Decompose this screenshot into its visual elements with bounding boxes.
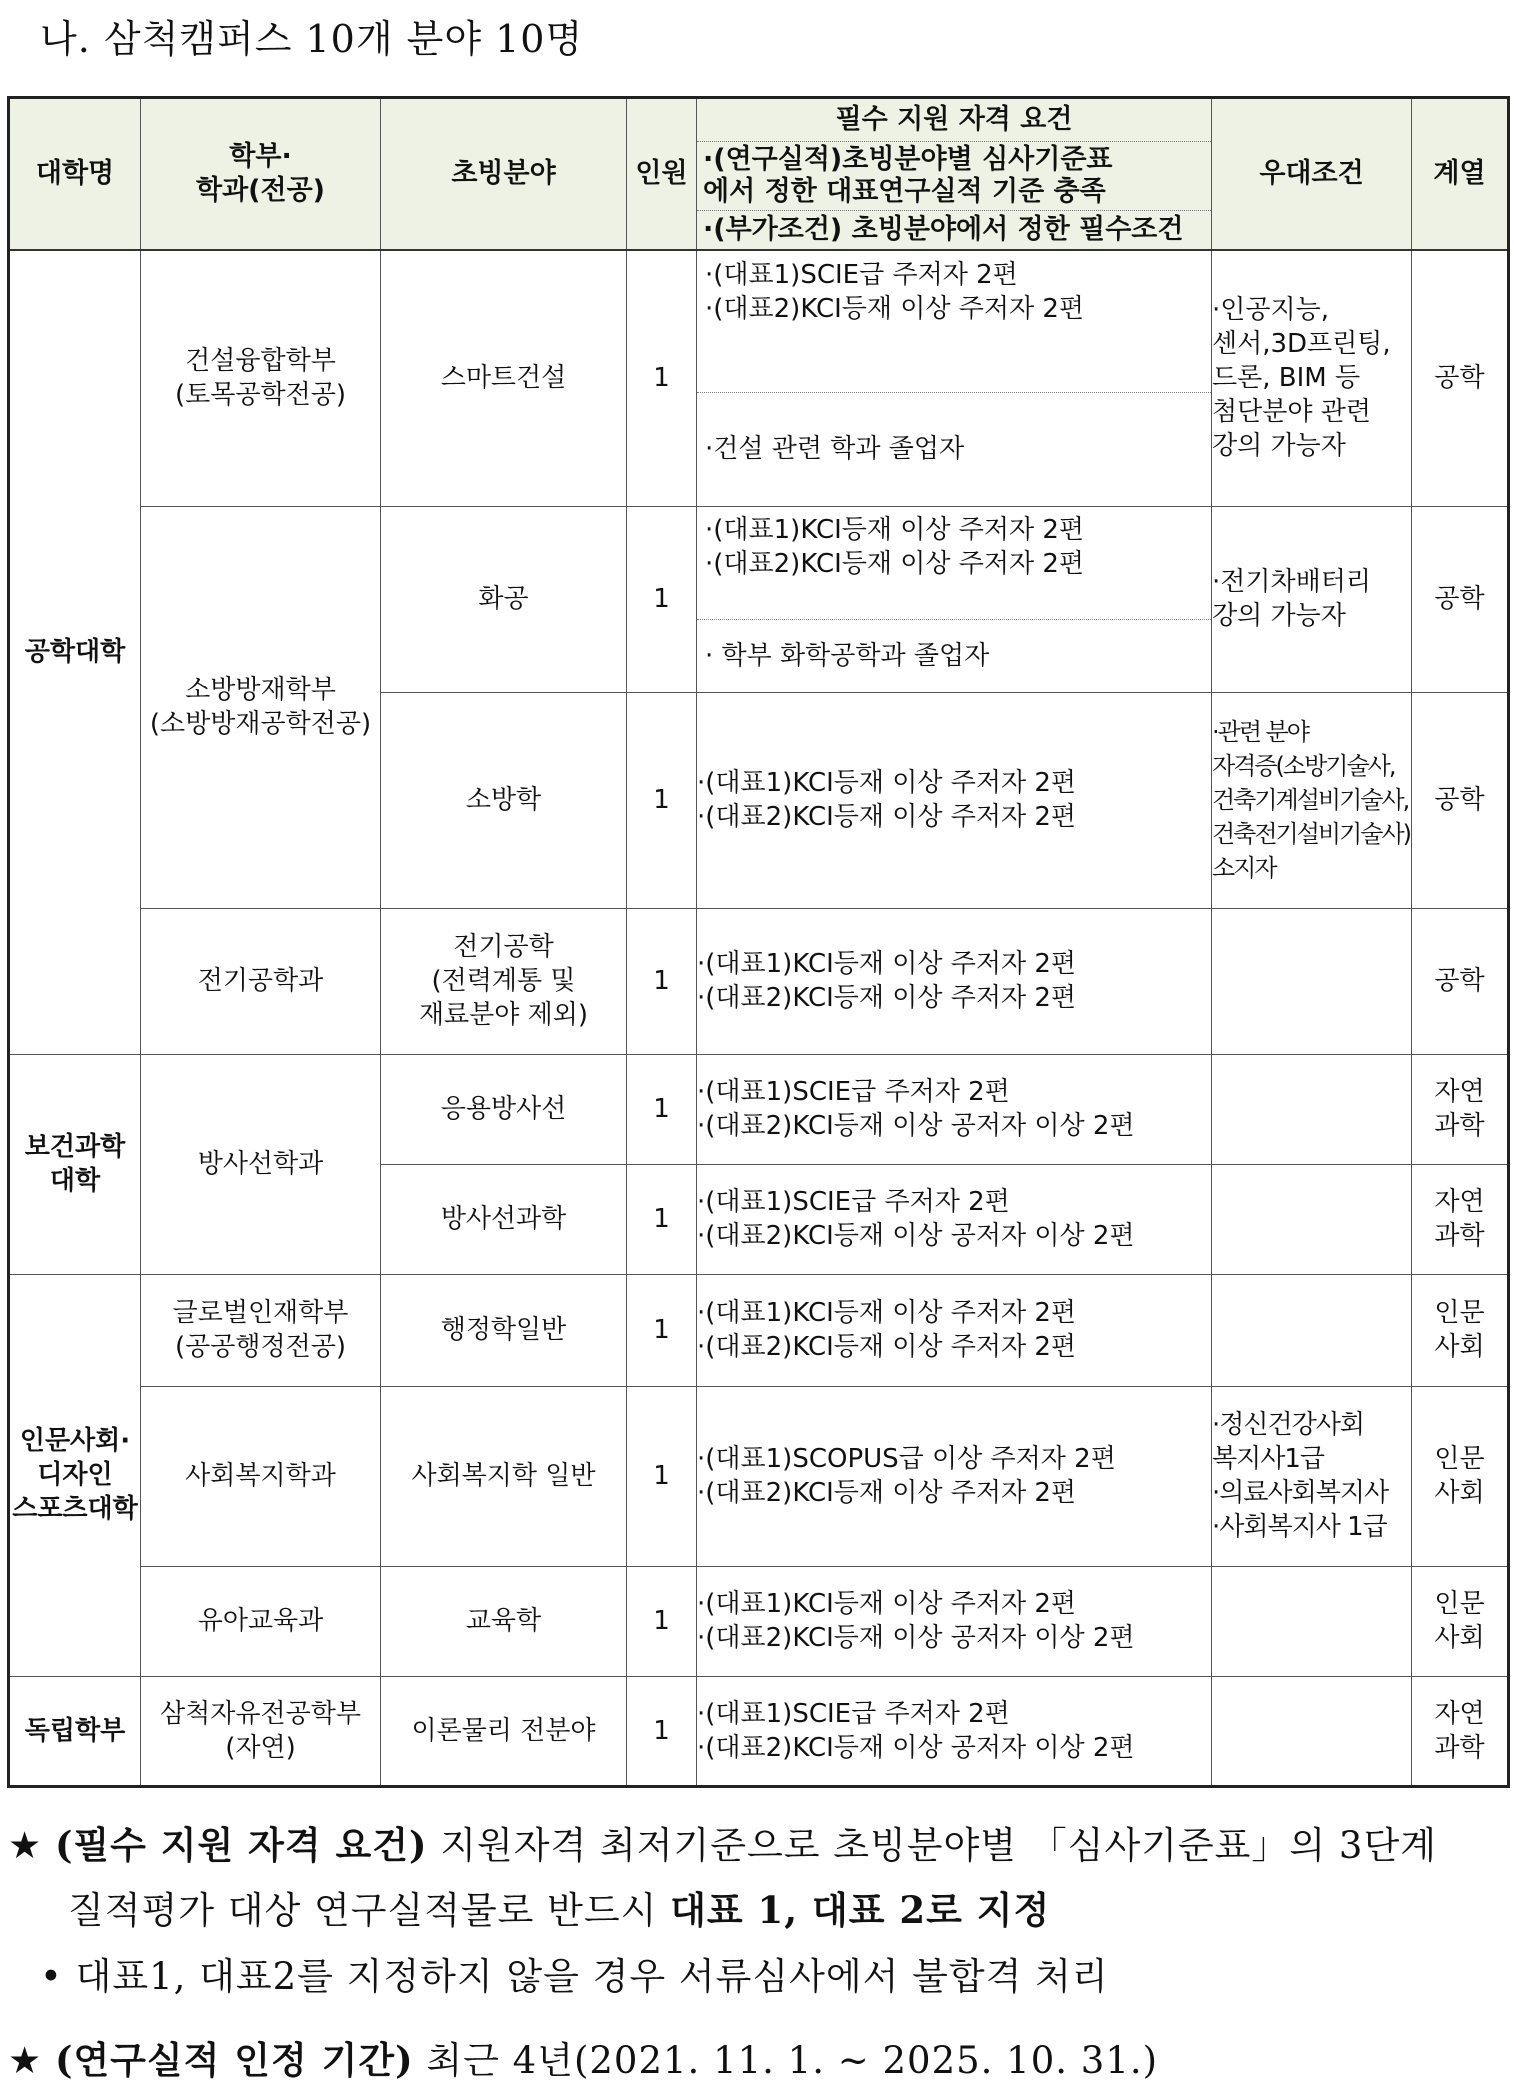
header-count: 인원 [627, 98, 697, 251]
note-text: 질적평가 대상 연구실적물로 반드시 [68, 1889, 671, 1932]
preference-cell [1212, 1054, 1412, 1164]
table-row [9, 1386, 1509, 1566]
header-category: 계열 [1412, 98, 1509, 251]
preference-cell: ·관련 분야 자격증(소방기술사, 건축기계설비기술사, 건축전기설비기술사) 소지자 [1212, 692, 1412, 908]
count-cell: 1 [627, 506, 697, 692]
note-bold-label: (필수 지원 자격 요건) [54, 1823, 428, 1867]
header-req-extra: ·(부가조건) 초빙분야에서 정한 필수조건 [703, 214, 1184, 245]
table-row [9, 1676, 1509, 1786]
field-cell: 행정학일반 [381, 1274, 627, 1386]
dept-cell: 사회복지학과 [141, 1386, 381, 1566]
count-cell: 1 [627, 1054, 697, 1164]
research-requirement: ·(대표1)SCIE급 주저자 2편 ·(대표2)KCI등재 이상 주저자 2편 [705, 259, 1085, 324]
field-cell: 스마트건설 [381, 250, 627, 506]
requirements-cell [697, 250, 1212, 506]
header-requirements [697, 98, 1212, 251]
header-preference: 우대조건 [1212, 98, 1412, 251]
table-row [9, 1274, 1509, 1386]
header-req-research: ·(연구실적)초빙분야별 심사기준표 에서 정한 대표연구실적 기준 충족 [697, 142, 1211, 211]
recruitment-table [7, 96, 1510, 1788]
count-cell: 1 [627, 1566, 697, 1676]
field-cell: 응용방사선 [381, 1054, 627, 1164]
category-cell: 공학 [1412, 692, 1509, 908]
star-icon: ★ [8, 2039, 43, 2082]
note-research-period [8, 2030, 1158, 2084]
research-requirement: ·(대표1)KCI등재 이상 주저자 2편 ·(대표2)KCI등재 이상 주저자 2편 [697, 692, 1212, 908]
section-heading: 나. 삼척캠퍼스 10개 분야 10명 [40, 17, 584, 61]
count-cell: 1 [627, 250, 697, 506]
requirements-cell [697, 506, 1212, 692]
note-disqualification: • 대표1, 대표2를 지정하지 않을 경우 서류심사에서 불합격 처리 [40, 1955, 1109, 1998]
table-row [9, 908, 1509, 1054]
field-cell: 이론물리 전분야 [381, 1676, 627, 1786]
college-engineering: 공학대학 [9, 250, 141, 1054]
count-cell: 1 [627, 1164, 697, 1274]
star-icon: ★ [8, 1824, 43, 1867]
field-cell: 전기공학 (전력계통 및 재료분야 제외) [381, 908, 627, 1054]
research-requirement: ·(대표1)KCI등재 이상 주저자 2편 ·(대표2)KCI등재 이상 주저자 2편 [697, 1274, 1212, 1386]
extra-requirement: ·건설 관련 학과 졸업자 [697, 392, 1211, 505]
count-cell: 1 [627, 1676, 697, 1786]
field-cell: 교육학 [381, 1566, 627, 1676]
dept-cell: 전기공학과 [141, 908, 381, 1054]
category-cell: 인문 사회 [1412, 1386, 1509, 1566]
category-cell: 자연 과학 [1412, 1676, 1509, 1786]
preference-cell: ·전기차배터리 강의 가능자 [1212, 506, 1412, 692]
field-cell: 소방학 [381, 692, 627, 908]
count-cell: 1 [627, 908, 697, 1054]
category-cell: 인문 사회 [1412, 1566, 1509, 1676]
research-requirement: ·(대표1)SCIE급 주저자 2편 ·(대표2)KCI등재 이상 공저자 이상 2편 [697, 1054, 1212, 1164]
count-cell: 1 [627, 1386, 697, 1566]
table-row [9, 250, 1509, 506]
extra-requirement: · 학부 화학공학과 졸업자 [697, 619, 1211, 692]
count-cell: 1 [627, 692, 697, 908]
field-cell: 화공 [381, 506, 627, 692]
category-cell: 인문 사회 [1412, 1274, 1509, 1386]
college-health-science: 보건과학 대학 [9, 1054, 141, 1274]
table-row [9, 506, 1509, 692]
research-requirement: ·(대표1)SCOPUS급 이상 주저자 2편 ·(대표2)KCI등재 이상 주저자 2편 [697, 1386, 1212, 1566]
research-requirement: ·(대표1)SCIE급 주저자 2편 ·(대표2)KCI등재 이상 공저자 이상 2편 [697, 1676, 1212, 1786]
table-row [9, 1054, 1509, 1164]
category-cell: 공학 [1412, 250, 1509, 506]
research-requirement: ·(대표1)KCI등재 이상 주저자 2편 ·(대표2)KCI등재 이상 주저자 2편 [697, 908, 1212, 1054]
dept-cell: 삼척자유전공학부 (자연) [141, 1676, 381, 1786]
dept-cell: 유아교육과 [141, 1566, 381, 1676]
preference-cell [1212, 1676, 1412, 1786]
category-cell: 공학 [1412, 908, 1509, 1054]
preference-cell [1212, 908, 1412, 1054]
category-cell: 자연 과학 [1412, 1164, 1509, 1274]
college-independent: 독립학부 [9, 1676, 141, 1786]
header-req-title: 필수 지원 자격 요건 [697, 99, 1211, 142]
note-required-qualification [8, 1815, 1437, 1869]
note-text: 최근 4년(2021. 11. 1. ~ 2025. 10. 31.) [413, 2039, 1159, 2082]
dept-cell: 글로벌인재학부 (공공행정전공) [141, 1274, 381, 1386]
note-bold-label: (연구실적 인정 기간) [54, 2038, 414, 2082]
dept-cell: 건설융합학부 (토목공학전공) [141, 250, 381, 506]
research-requirement: ·(대표1)KCI등재 이상 주저자 2편 ·(대표2)KCI등재 이상 주저자 2편 [705, 514, 1085, 579]
header-college: 대학명 [9, 98, 141, 251]
category-cell: 공학 [1412, 506, 1509, 692]
college-humanities: 인문사회· 디자인 스포츠대학 [9, 1274, 141, 1676]
preference-cell [1212, 1566, 1412, 1676]
note-bold-text: 대표 1, 대표 2로 지정 [670, 1888, 1051, 1932]
field-cell: 사회복지학 일반 [381, 1386, 627, 1566]
note-designation [68, 1880, 1050, 1934]
preference-cell: ·정신건강사회 복지사1급 ·의료사회복지사 ·사회복지사 1급 [1212, 1386, 1412, 1566]
research-requirement: ·(대표1)SCIE급 주저자 2편 ·(대표2)KCI등재 이상 공저자 이상 2편 [697, 1164, 1212, 1274]
field-cell: 방사선과학 [381, 1164, 627, 1274]
preference-cell [1212, 1164, 1412, 1274]
dept-cell: 방사선학과 [141, 1054, 381, 1274]
header-dept: 학부· 학과(전공) [141, 98, 381, 251]
preference-cell: ·인공지능, 센서,3D프린팅, 드론, BIM 등 첨단분야 관련 강의 가능자 [1212, 250, 1412, 506]
category-cell: 자연 과학 [1412, 1054, 1509, 1164]
dept-cell: 소방방재학부 (소방방재공학전공) [141, 506, 381, 908]
table-row [9, 1566, 1509, 1676]
header-field: 초빙분야 [381, 98, 627, 251]
research-requirement: ·(대표1)KCI등재 이상 주저자 2편 ·(대표2)KCI등재 이상 공저자 이상 2편 [697, 1566, 1212, 1676]
preference-cell [1212, 1274, 1412, 1386]
note-text: 지원자격 최저기준으로 초빙분야별 「심사기준표」의 3단계 [427, 1824, 1437, 1867]
count-cell: 1 [627, 1274, 697, 1386]
